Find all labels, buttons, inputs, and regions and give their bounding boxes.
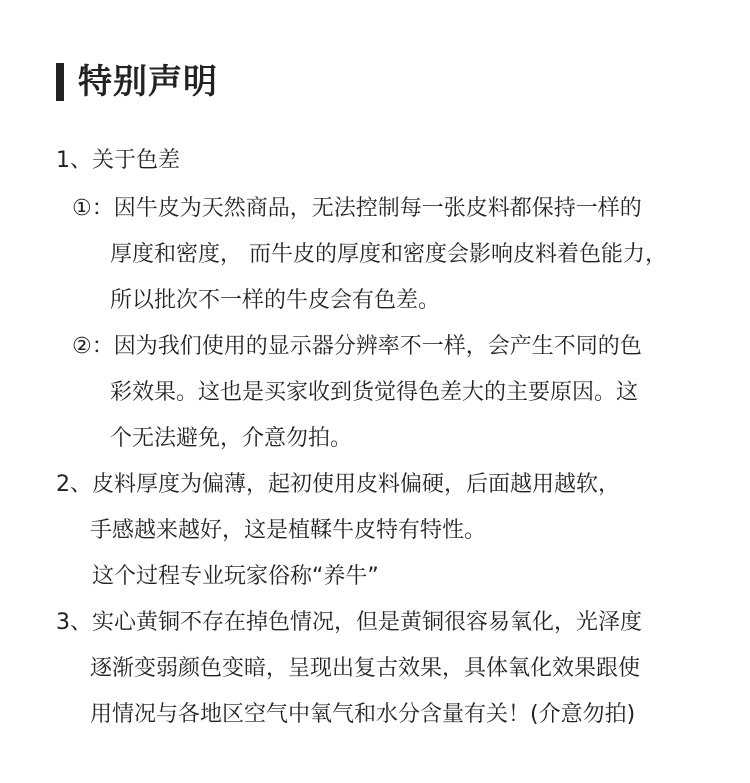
note-2-line-2: 彩效果。这也是买家收到货觉得色差大的主要原因。这 <box>110 380 639 405</box>
section-2-line-3: 这个过程专业玩家俗称“养牛” <box>92 564 379 589</box>
note-1-line-2: 厚度和密度， 而牛皮的厚度和密度会影响皮料着色能力， <box>110 242 667 267</box>
note-1-line-3: 所以批次不一样的牛皮会有色差。 <box>110 288 441 313</box>
section-3-line-3: 用情况与各地区空气中氧气和水分含量有关！(介意勿拍) <box>90 702 636 727</box>
note-2-line-1: ②：因为我们使用的显示器分辨率不一样，会产生不同的色 <box>72 334 642 359</box>
section-3-line-2: 逐渐变弱颜色变暗，呈现出复古效果，具体氧化效果跟使 <box>90 656 641 681</box>
note-1-line-1: ①：因牛皮为天然商品，无法控制每一张皮料都保持一样的 <box>72 196 642 221</box>
section-1-heading: 1、关于色差 <box>56 148 180 173</box>
section-2-line-2: 手感越来越好，这是植鞣牛皮特有特性。 <box>90 518 487 543</box>
section-3-line-1: 3、实心黄铜不存在掉色情况，但是黄铜很容易氧化，光泽度 <box>56 610 642 635</box>
section-header <box>56 62 218 102</box>
section-2-line-1: 2、皮料厚度为偏薄，起初使用皮料偏硬，后面越用越软， <box>56 472 620 497</box>
title-accent-bar <box>56 63 64 101</box>
page-title: 特别声明 <box>78 62 218 102</box>
note-2-line-3: 个无法避免，介意勿拍。 <box>110 426 353 451</box>
